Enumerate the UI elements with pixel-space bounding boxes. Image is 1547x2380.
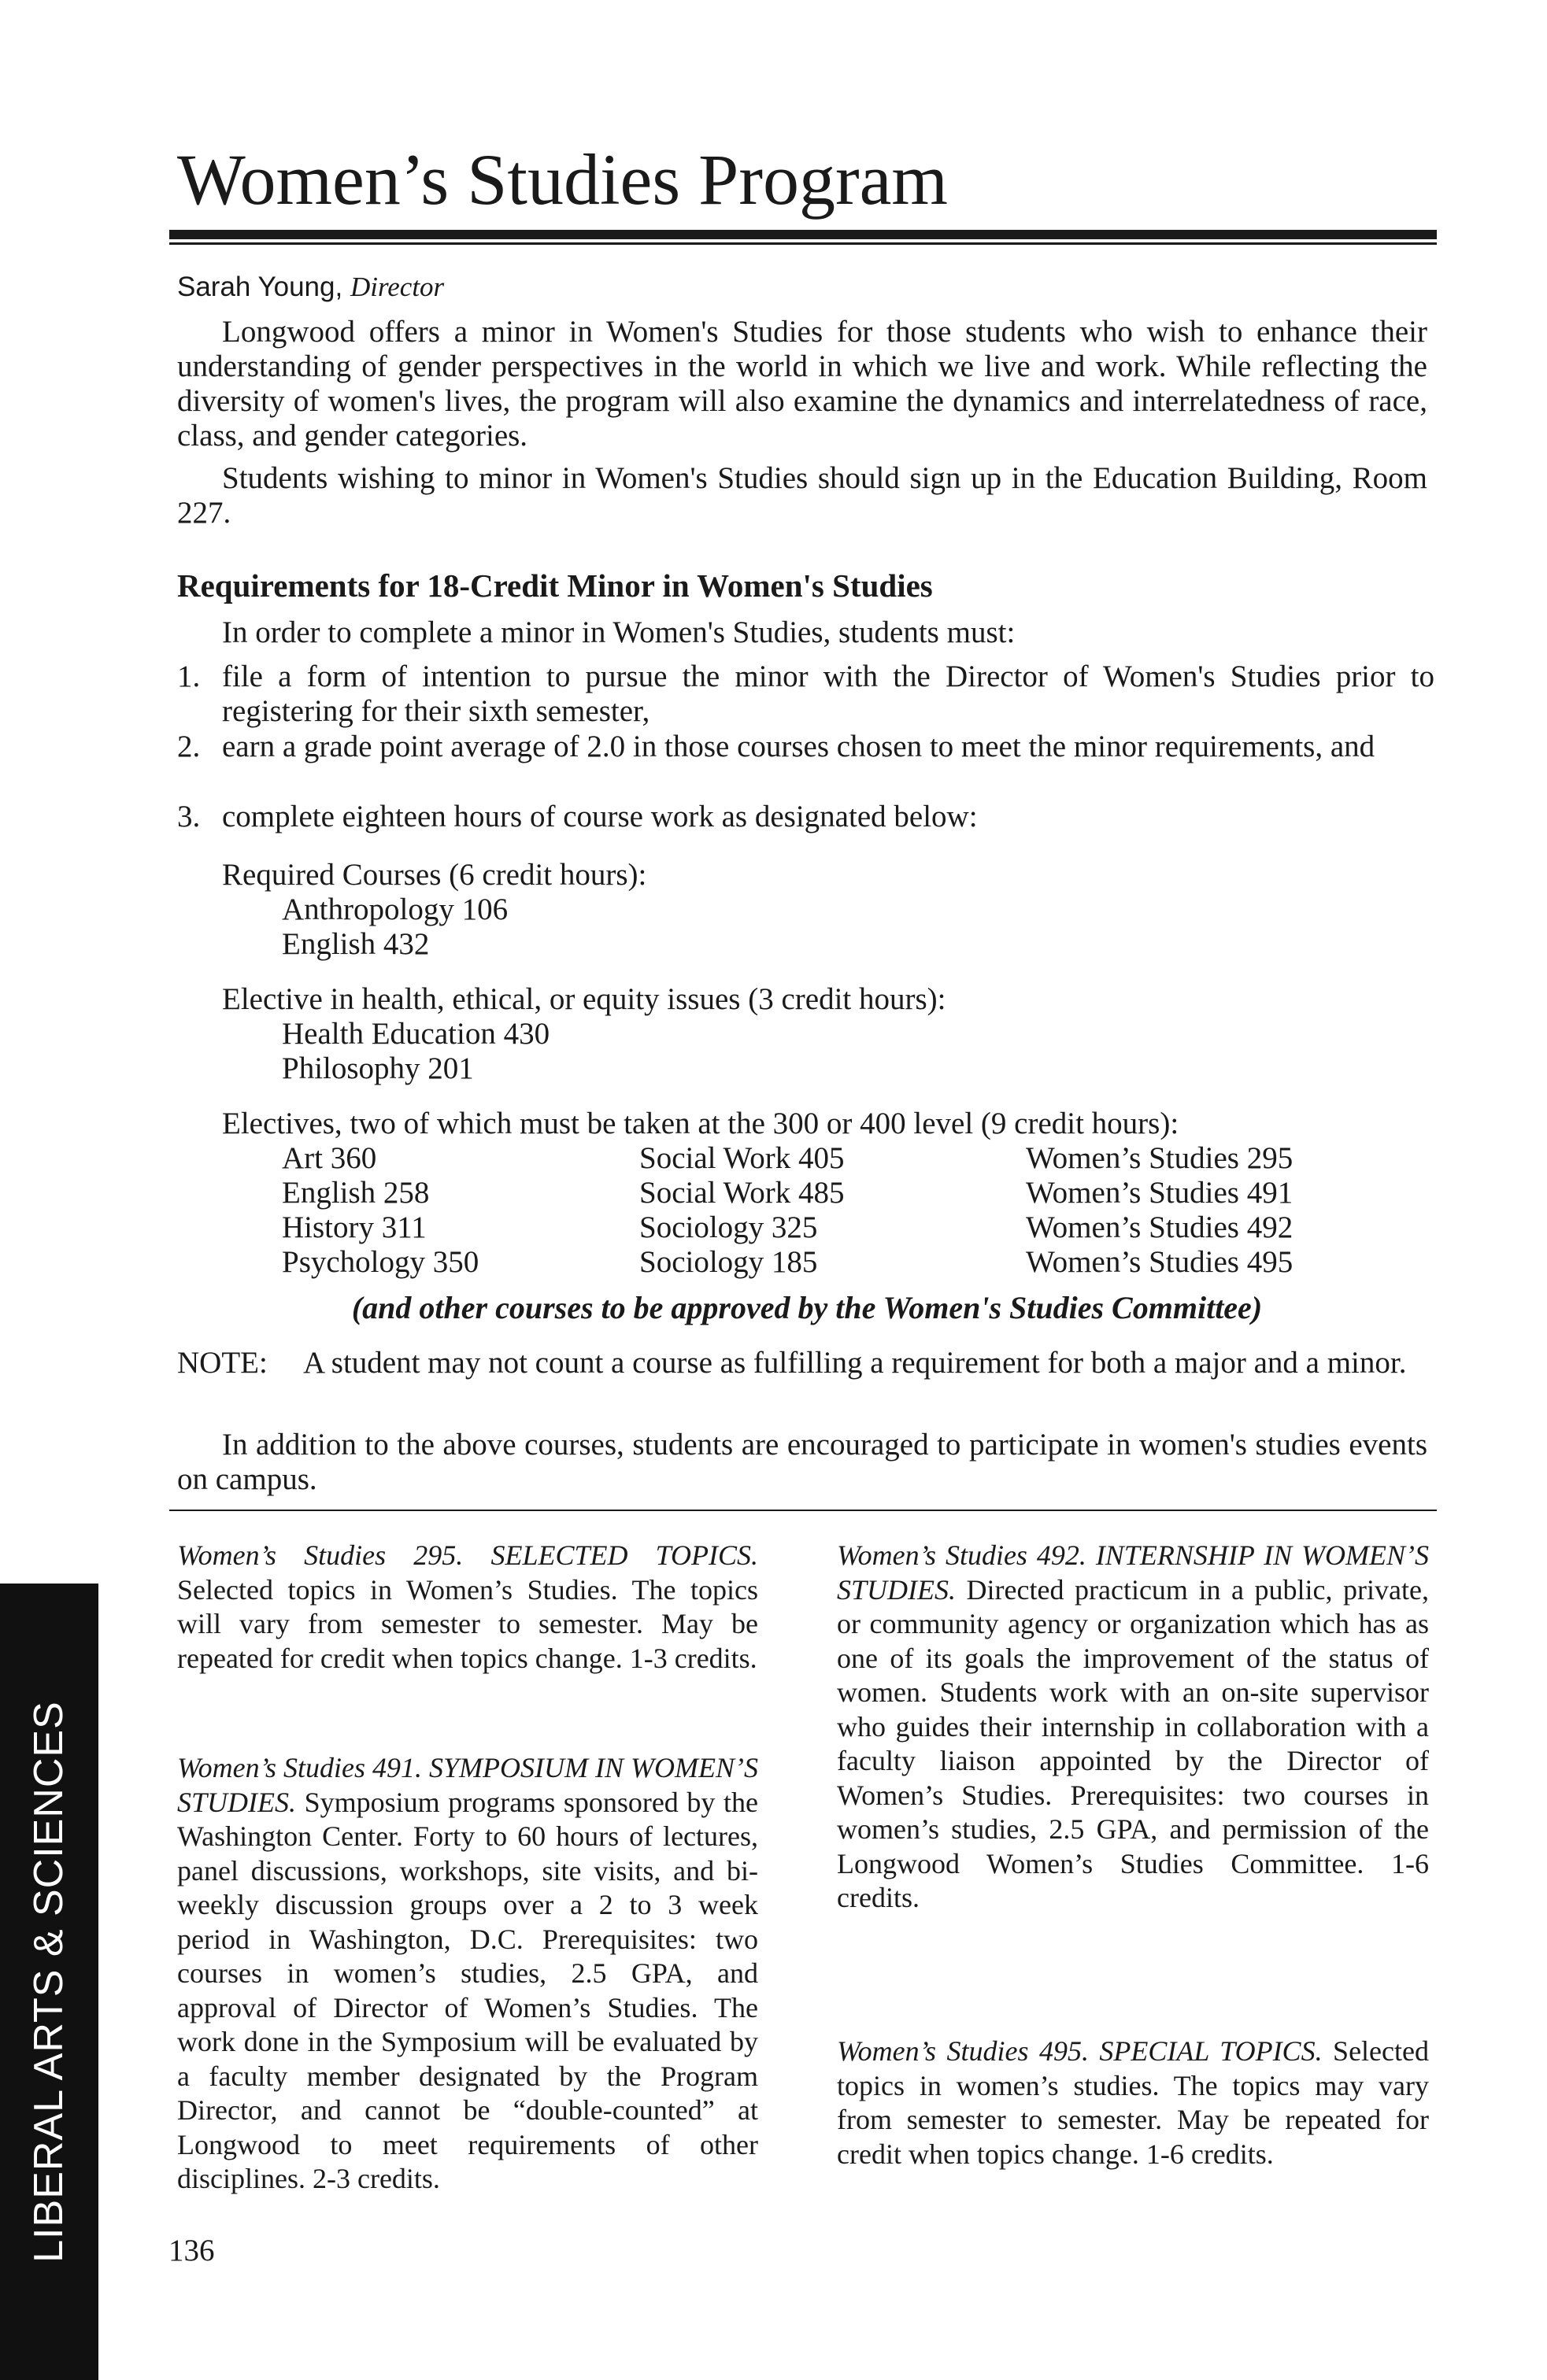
- required-course: Anthropology 106: [282, 893, 509, 926]
- course-body: Selected topics in women’s studies. The topics may vary from semester to semester. May be repeated for credit when topics change. 1-6 credits.: [837, 2035, 1429, 2170]
- signup-paragraph: Students wishing to minor in Women's Studies should sign up in the Education Building, Room 227.: [177, 461, 1427, 530]
- course-title: Women’s Studies 495. SPECIAL TOPICS.: [837, 2035, 1323, 2067]
- elective-course: Sociology 325: [639, 1210, 818, 1244]
- course-body: Symposium programs sponsored by the Washington Center. Forty to 60 hours of lectures, panel discussions, workshops, site visits, and bi-weekly discussion groups over a 2 to 3 week period in Washington, D.C. Prerequisites: two courses in women’s studies, 2.5 GPA, and approval of Director of Women’s Studies. The work done in the Symposium will be evaluated by a faculty member designated by the Program Director, and cannot be “double-counted” at Longwood to meet requirements of other disciplines. 2-3 credits.: [177, 1786, 758, 2194]
- health-elective-course: Health Education 430: [282, 1017, 550, 1051]
- elective-course: Women’s Studies 495: [1026, 1245, 1293, 1279]
- elective-course: Psychology 350: [282, 1245, 479, 1279]
- course-description: [837, 2034, 1429, 2171]
- elective-course: Women’s Studies 491: [1026, 1176, 1293, 1210]
- director-name: Sarah Young,: [177, 272, 350, 302]
- title-rule-thick: [169, 230, 1437, 239]
- page-number: 136: [168, 2234, 215, 2267]
- elective-course: Women’s Studies 295: [1026, 1141, 1293, 1175]
- course-title: Women’s Studies 491. SYMPOSIUM IN WOMEN’S STUDIES.: [177, 1752, 758, 1818]
- title-rule-thin: [169, 242, 1437, 245]
- intro-paragraph: Longwood offers a minor in Women's Studies for those students who wish to enhance their understanding of gender perspectives in the world in which we live and work. While reflecting the diversity of women's lives, the program will also examine the dynamics and interrelatedness of race, class, and gender categories.: [177, 315, 1427, 453]
- course-body: Selected topics in Women’s Studies. The topics will vary from semester to semester. May be repeated for credit when topics change. 1-3 credits.: [177, 1573, 758, 1674]
- electives-label: Electives, two of which must be taken at the 300 or 400 level (9 credit hours):: [222, 1107, 1179, 1140]
- electives-column-3: [1026, 1141, 1293, 1280]
- course-description: [177, 1539, 758, 1676]
- requirements-intro: In order to complete a minor in Women's Studies, students must:: [222, 615, 1016, 649]
- health-elective-course: Philosophy 201: [282, 1051, 474, 1085]
- addition-paragraph: In addition to the above courses, students are encouraged to participate in women's studies events on campus.: [177, 1428, 1427, 1496]
- requirements-heading: Requirements for 18-Credit Minor in Women's Studies: [177, 567, 933, 604]
- elective-course: English 258: [282, 1176, 430, 1210]
- elective-course: Social Work 405: [639, 1141, 845, 1175]
- committee-note: (and other courses to be approved by the Women's Studies Committee): [351, 1290, 1263, 1325]
- required-course: English 432: [282, 927, 430, 961]
- director-line: [177, 270, 444, 305]
- elective-course: Women’s Studies 492: [1026, 1210, 1293, 1244]
- requirement-item: earn a grade point average of 2.0 in those courses chosen to meet the minor requirements, and: [222, 730, 1375, 763]
- note-text: A student may not count a course as fulfilling a requirement for both a major and a minor.: [303, 1346, 1407, 1380]
- elective-course: History 311: [282, 1210, 427, 1244]
- elective-course: Sociology 185: [639, 1245, 818, 1279]
- course-title: Women’s Studies 492. INTERNSHIP IN WOMEN’S STUDIES.: [837, 1539, 1429, 1606]
- page-title: Women’s Studies Program: [177, 139, 948, 220]
- requirement-item: complete eighteen hours of course work as designated below:: [222, 800, 978, 833]
- course-description: [177, 1751, 758, 2197]
- note-label: NOTE:: [177, 1346, 268, 1380]
- elective-course: Art 360: [282, 1141, 377, 1175]
- requirement-number: 1.: [177, 660, 201, 693]
- electives-column-2: [639, 1141, 844, 1280]
- electives-column-1: [282, 1141, 479, 1280]
- director-role: Director: [350, 272, 445, 302]
- health-elective-label: Elective in health, ethical, or equity issues (3 credit hours):: [222, 982, 946, 1016]
- section-side-label: LIBERAL ARTS & SCIENCES: [26, 1701, 72, 2263]
- requirement-number: 3.: [177, 800, 201, 833]
- course-description: [837, 1539, 1429, 1916]
- section-divider: [169, 1510, 1437, 1511]
- course-title: Women’s Studies 295. SELECTED TOPICS.: [177, 1539, 758, 1571]
- requirement-item: file a form of intention to pursue the minor with the Director of Women's Studies prior to registering for their sixth semester,: [222, 660, 1434, 728]
- requirement-number: 2.: [177, 730, 201, 763]
- required-courses-label: Required Courses (6 credit hours):: [222, 858, 647, 892]
- section-side-tab: [0, 1584, 98, 2380]
- course-body: Directed practicum in a public, private, or community agency or organization which has as one of its goals the improvement of the status of women. Students work with an on-site supervisor who guides their internship in collaboration with a faculty liaison appointed by the Director of Women’s Studies. Prerequisites: two courses in women’s studies, 2.5 GPA, and permission of the Longwood Women’s Studies Committee. 1-6 credits.: [837, 1573, 1429, 1913]
- elective-course: Social Work 485: [639, 1176, 845, 1210]
